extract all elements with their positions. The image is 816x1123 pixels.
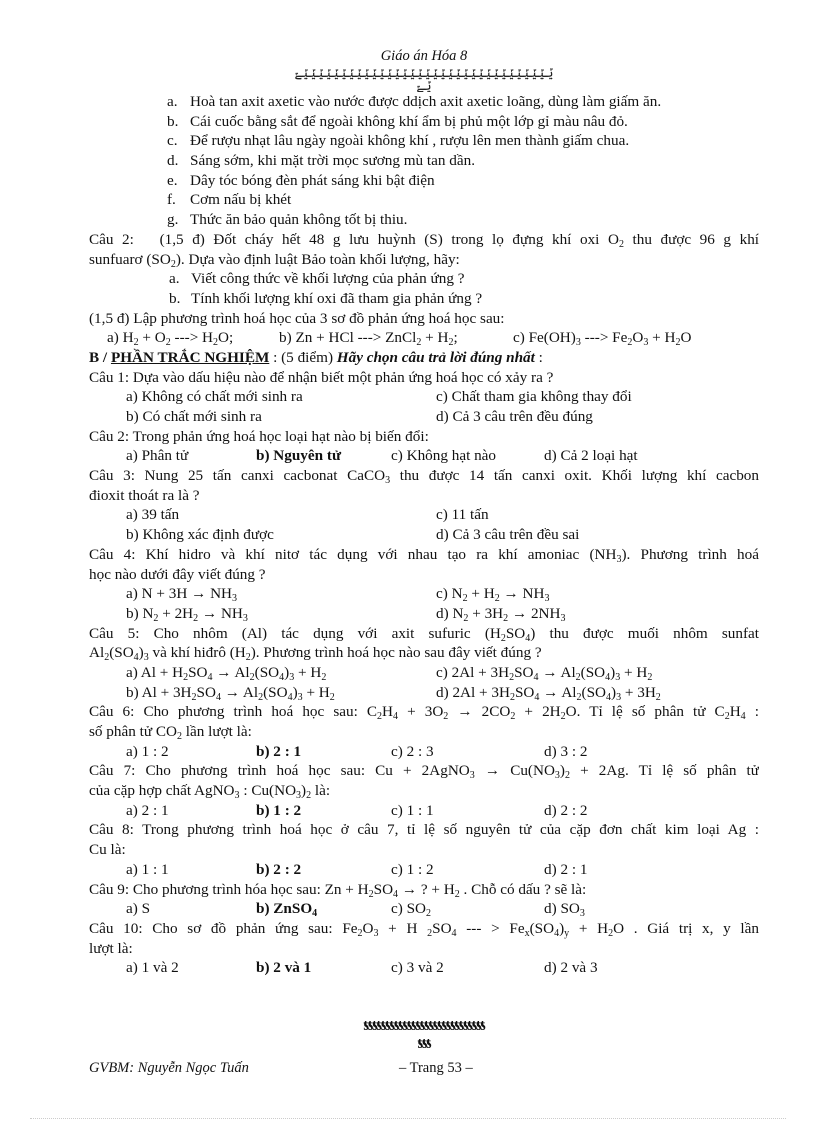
q8-options: a) 1 : 1 b) 2 : 2 c) 1 : 2 d) 2 : 1 [126,860,588,878]
footer-ornament-row1: ƾƾƾƾƾƾƾƾƾƾƾƾƾƾƾƾƾƾƾƾƾƾƾƾƾƾƾƾ [363,1017,485,1034]
cau2-line1: Câu 2: (1,5 đ) Đốt cháy hết 48 g lưu huỳnh (S) trong lọ đựng khí oxi $O_2$ thu được 96 g khí [89,230,759,250]
list-item-text: Cái cuốc bằng sắt để ngoài không khí ẩm bị phủ một lớp gỉ màu nâu đỏ. [190,112,628,130]
cau2-line2: sunfuarơ $(SO_2)$. Dựa vào định luật Bảo toàn khối lượng, hãy: [89,250,460,270]
q9-options: a) S b) ZnSO$_4$ c) $SO_2$ d) $SO_3$ [126,900,585,919]
teacher-name: GVBM: Nguyễn Ngọc Tuấn [89,1060,249,1076]
q5-stem1: Câu 5: Cho nhôm (Al) tác dụng với axit sufuric $(H_2SO_4)$ thu được muối nhôm sunfat [89,624,759,644]
change-list-item [89,190,759,210]
cau2-item-b: b. Tính khối lượng khí oxi đã tham gia phản ứng ? [169,289,483,307]
list-item-letter: f. [167,191,176,209]
q3-options-row2: b) Không xác định được d) Cả 3 câu trên đều sai [126,526,580,544]
q4-stem2: học nào dưới đây viết đúng ? [89,565,266,583]
list-item-text: Hoà tan axit axetic vào nước được ddịch axit axetic loãng, dùng làm giấm ăn. [190,93,662,110]
q5-options-row1: a) $Al + H_2SO_4 \to Al_2(SO_4)_3 + H_2$ c) $2Al + 3H_2SO_4 \to Al_2(SO_4)_3 + H_2$ [126,663,653,683]
q7-stem1: Câu 7: Cho phương trình hoá học sau: Cu + 2AgNO$_3$ → $Cu(NO_3)_2 + 2Ag$. Tỉ lệ số phân tử [89,762,759,782]
q10-stem2: lượt là: [89,939,133,957]
q3-stem2: đioxit thoát ra là ? [89,486,200,504]
list-item-letter: c. [167,132,178,150]
list-item-text: Thức ăn bảo quản không tốt bị thiu. [190,211,408,229]
change-list-item [89,171,759,191]
cau3-equations: a) $H_2 + O_2$ ---> $H_2O$; b) Zn + HCl ---> ZnCl$_2$ + $H_2$; c) $Fe(OH)_3$ ---> $Fe_2O_3 + H_2O$ [107,329,692,348]
list-item-letter: a. [167,93,178,110]
q3-options-row1: a) 39 tấn c) 11 tấn [126,506,489,524]
q2-options: a) Phân tử b) Nguyên tử c) Không hạt nào d) Cả 2 loại hạt [126,447,638,465]
page-footer [89,1058,759,1078]
cau3-line: (1,5 đ) Lập phương trình hoá học của 3 sơ đồ phản ứng hoá học sau: [89,309,505,327]
q5-stem2: $Al_2(SO_4)_3$ và khí hiđrô $(H_2)$. Phương trình hoá học nào sau đây viết đúng ? [89,644,542,663]
q4-stem1: Câu 4: Khí hidro và khí nitơ tác dụng với nhau tạo ra khí amoniac $(NH_3)$. Phương trình hoá [89,545,759,565]
change-list [89,92,759,230]
list-item-text: Dây tóc bóng đèn phát sáng khi bật điện [190,171,435,189]
q7-stem2: của cặp hợp chất AgNO$_3$ : $Cu(NO_3)_2$ là: [89,782,331,801]
q1-options-row2: b) Có chất mới sinh ra d) Cả 3 câu trên đều đúng [126,408,593,425]
q1-options-row1: a) Không có chất mới sinh ra c) Chất tham gia không thay đổi [126,388,632,406]
change-list-item [89,210,759,230]
change-list-item [89,131,759,151]
footer-ornament-row2: ƾƾƾ [417,1035,431,1052]
q10-stem1: Câu 10: Cho sơ đồ phản ứng sau: $Fe_2O_3 + H$ $_2SO_4$ --- > $Fe_x(SO_4)_y + H_2O$ . Giá trị x, y lần [89,919,759,939]
page-edge-divider [30,1118,786,1119]
list-item-text: Cơm nấu bị khét [190,191,292,209]
q5-options-row2: b) $Al + 3H_2SO_4 \to Al_2(SO_4)_3 + H_2$ d) $2Al + 3H_2SO_4 \to Al_2(SO_4)_3 + 3H_2$ [126,683,661,703]
change-list-item [89,151,759,171]
list-item-letter: d. [167,152,179,170]
q4-options-row1: a) $N + 3H \to NH_3$ c) $N_2 + H_2 \to NH_3$ [126,585,550,604]
q1-stem: Câu 1: Dựa vào dấu hiệu nào để nhận biết một phản ứng hoá học có xảy ra ? [89,368,554,386]
q7-options: a) 2 : 1 b) 1 : 2 c) 1 : 1 d) 2 : 2 [126,801,588,819]
list-item-letter: b. [167,112,179,130]
part-b-heading: B / PHẦN TRẮC NGHIỆM : (5 điểm) Hãy chọn câu trả lời đúng nhất : [89,348,543,366]
list-item-text: Sáng sớm, khi mặt trời mọc sương mù tan dần. [190,152,476,170]
change-list-item [89,112,759,132]
q10-options: a) 1 và 2 b) 2 và 1 c) 3 và 2 d) 2 và 3 [126,959,598,977]
list-item-letter: e. [167,171,178,189]
q6-stem2: số phân tử $CO_2$ lần lượt là: [89,723,252,742]
q8-stem1: Câu 8: Trong phương trình hoá học ở câu 7, tỉ lệ số nguyên tử của cặp đơn chất kim loại Ag : [89,821,759,839]
list-item-text: Để rượu nhạt lâu ngày ngoài không khí , rượu lên men thành giấm chua. [190,132,630,150]
page-number: – Trang 53 – [399,1060,473,1076]
footer-ornament [89,1017,759,1053]
q2-stem: Câu 2: Trong phản ứng hoá học loại hạt nào bị biến đổi: [89,427,429,445]
header-ornament-row1: ݻݻݻݻݻݻݻݻݻݻݻݻݻݻݻݻݻݻݻݻݻݻݻݻݻݻݻݻݻݻݻݻݻݻ [294,66,554,80]
document-page [89,46,759,978]
q8-stem2: Cu là: [89,841,126,859]
page-header-title: Giáo án Hóa 8 [380,48,468,64]
cau2-item-a: a. Viết công thức về khối lượng của phản ứng ? [169,270,465,288]
q6-stem1: Câu 6: Cho phương trình hoá học sau: $C_2H_4 + 3O_2 \to 2CO_2 + 2H_2O$. Tỉ lệ số phân tử $C_2H_4$ : [89,703,759,722]
header-ornament [89,66,759,92]
q3-stem1: Câu 3: Nung 25 tấn canxi cacbonat CaCO$_3$ thu được 14 tấn canxi oxit. Khối lượng khí cacbon [89,467,759,486]
q4-options-row2: b) $N_2 + 2H_2 \to NH_3$ d) $N_2 + 3H_2 \to 2NH_3$ [126,604,566,624]
change-list-item [89,92,759,112]
q9-stem: Câu 9: Cho phương trình hóa học sau: $Zn + H_2SO_4$ → ? + $H_2$ . Chỗ có dấu ? sẽ là: [89,880,587,900]
list-item-letter: g. [167,211,179,229]
q6-options: a) 1 : 2 b) 2 : 1 c) 2 : 3 d) 3 : 2 [126,742,588,760]
header-ornament-row2: ݻݻ [416,78,432,92]
